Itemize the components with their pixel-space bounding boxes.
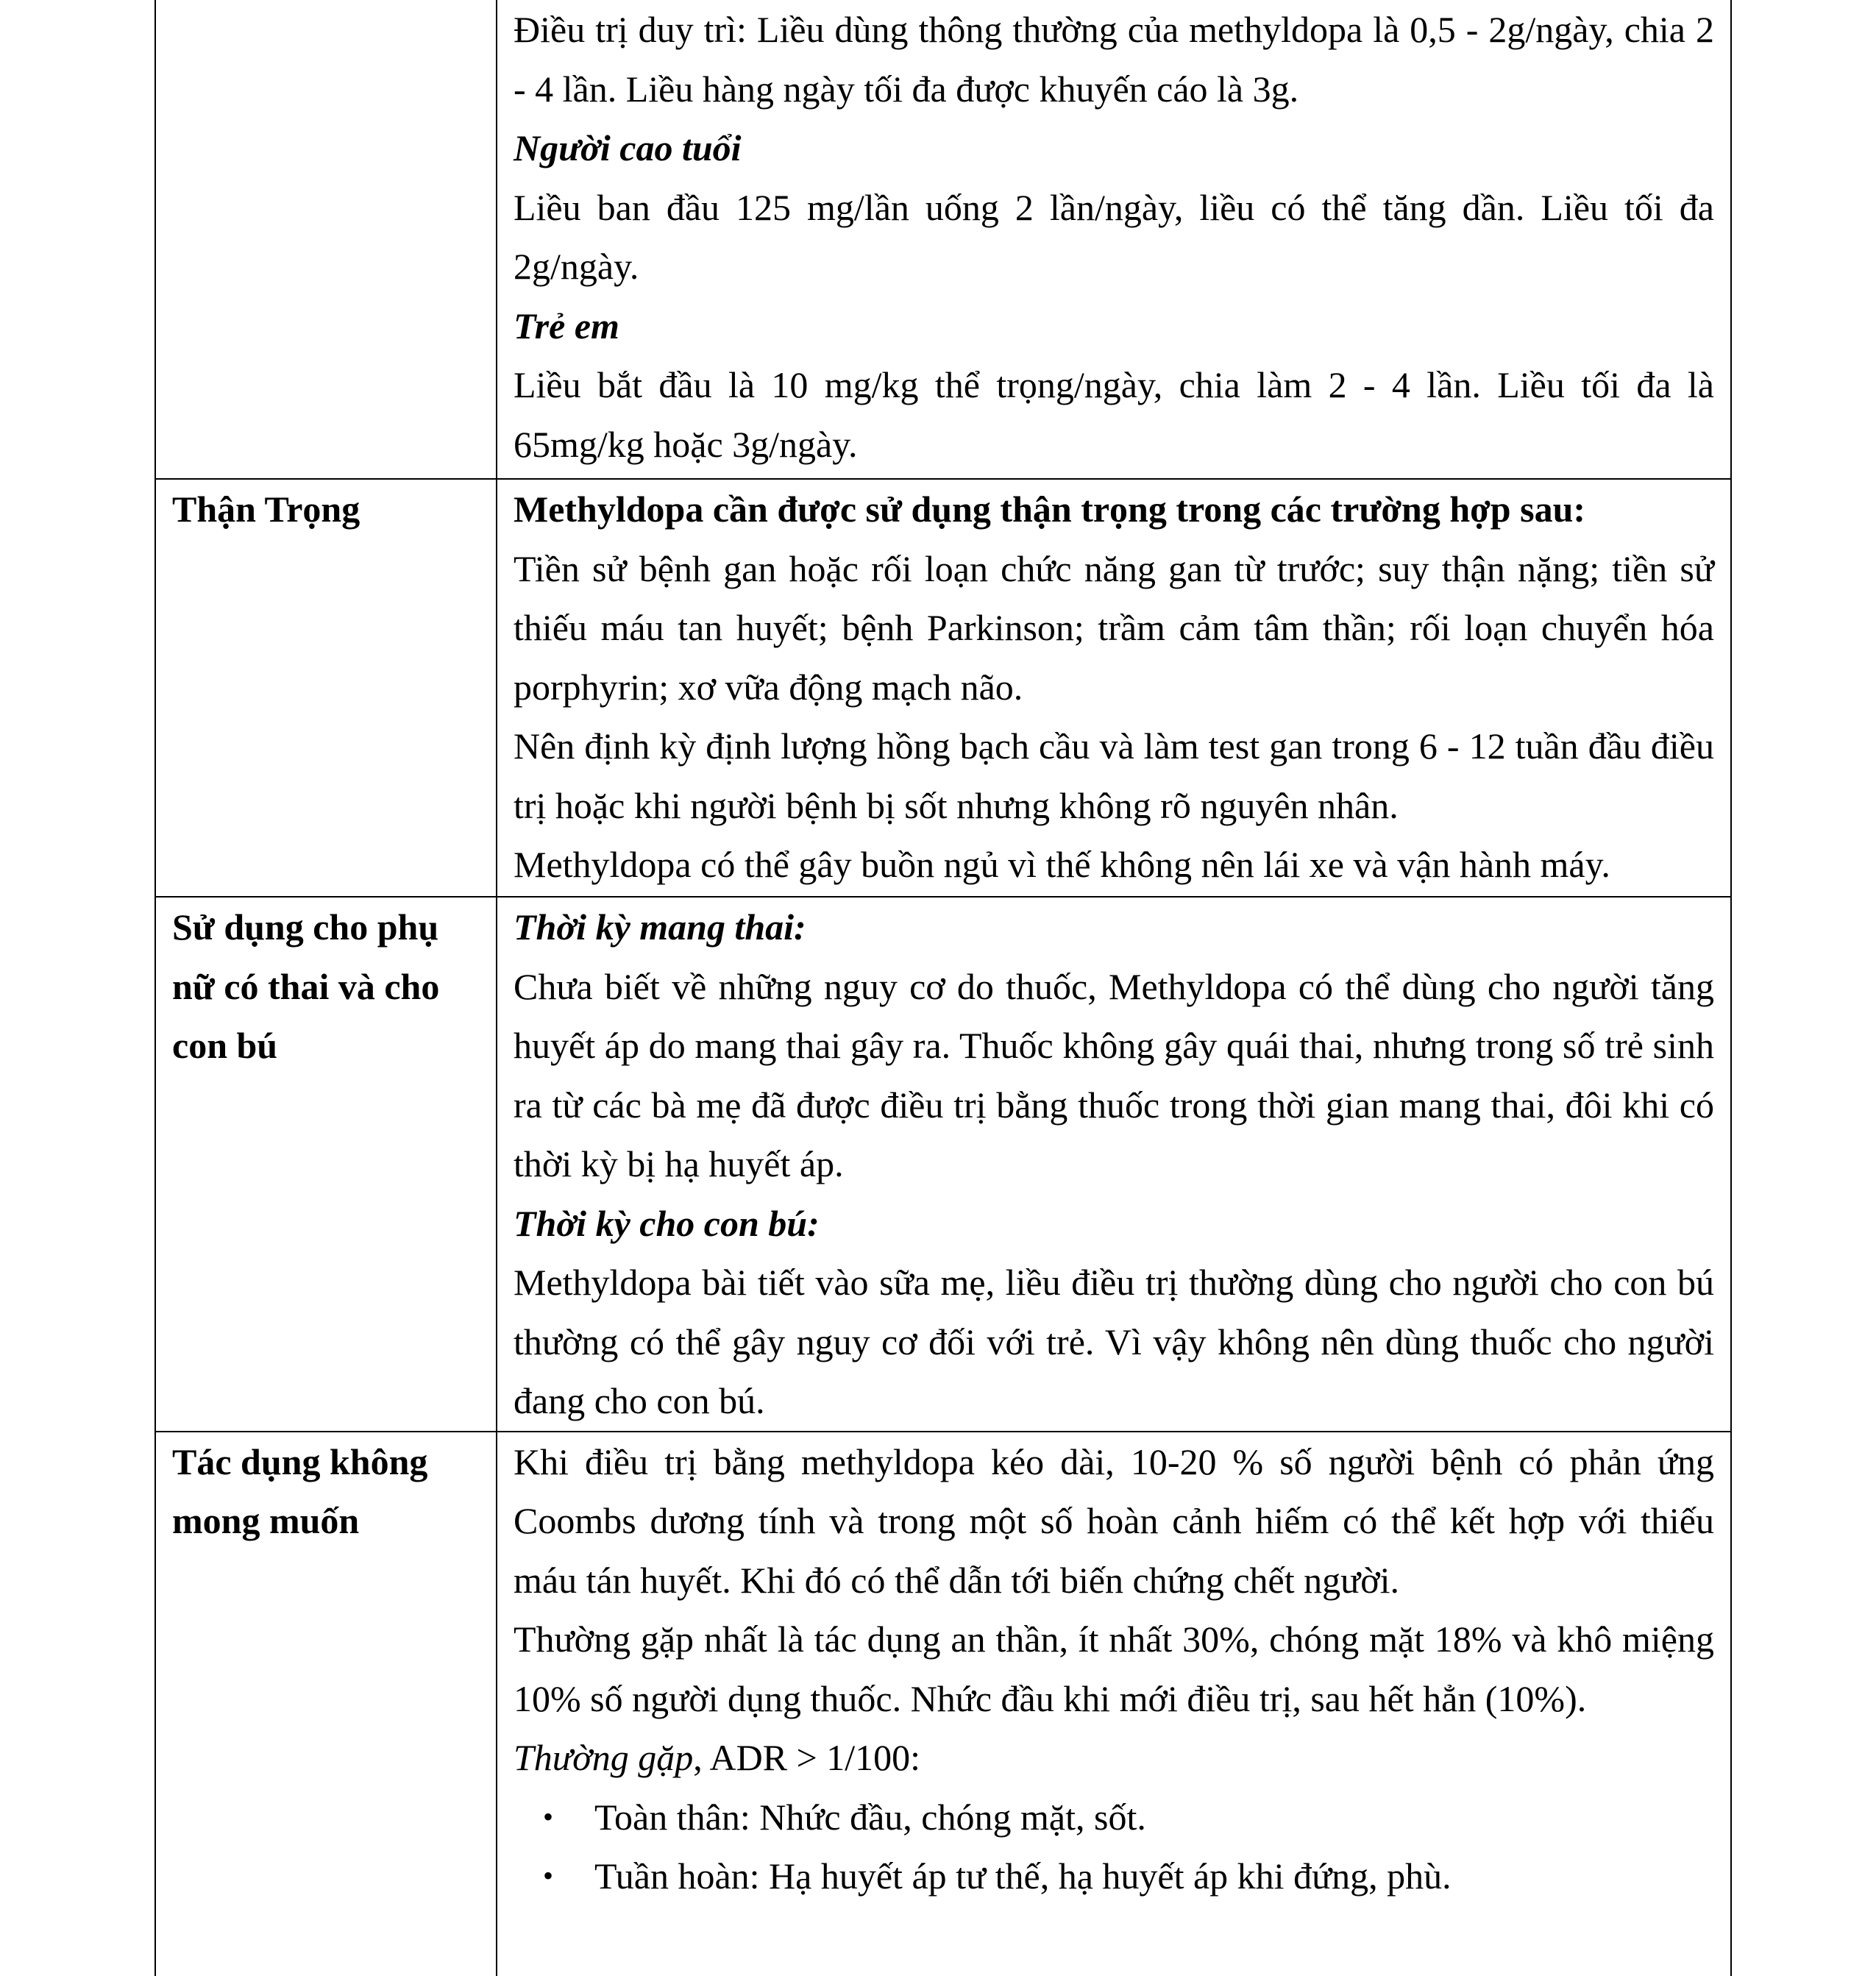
caution-heading: Methyldopa cần được sử dụng thận trọng trong các trường hợp sau: — [514, 488, 1586, 530]
bullet-icon: • — [543, 1799, 554, 1833]
table-row — [155, 1432, 1731, 1976]
list-item — [514, 1847, 1714, 1906]
row-label-cell — [155, 1432, 497, 1976]
caution-monitoring-paragraph: Nên định kỳ định lượng hồng bạch cầu và làm test gan trong 6 - 12 tuần đầu điều trị hoặc khi người bệnh bị sốt nhưng không rõ nguyên nhân. — [514, 725, 1714, 826]
bullet-icon: • — [543, 1859, 554, 1892]
row-label-cell — [155, 0, 497, 479]
row-label: Thận Trọng — [172, 488, 360, 530]
maintenance-dose-paragraph: Điều trị duy trì: Liều dùng thông thường của methyldopa là 0,5 - 2g/ngày, chia 2 - 4 lần. Liều hàng ngày tối đa được khuyến cáo là 3g. — [514, 9, 1714, 110]
table-row — [155, 0, 1731, 479]
adverse-coombs-paragraph: Khi điều trị bằng methyldopa kéo dài, 10-20 % số người bệnh có phản ứng Coombs dương tính và trong một số hoàn cảnh hiếm có thể kết hợp với thiếu máu tán huyết. Khi đó có thể dẫn tới biến chứng chết người. — [514, 1440, 1714, 1601]
caution-drowsiness-paragraph: Methyldopa có thể gây buồn ngủ vì thế không nên lái xe và vận hành máy. — [514, 844, 1610, 885]
list-item-text: Toàn thân: Nhức đầu, chóng mặt, sốt. — [594, 1796, 1146, 1838]
frequency-text: , ADR > 1/100: — [693, 1737, 921, 1778]
row-content-cell — [497, 0, 1731, 479]
caution-history-paragraph: Tiền sử bệnh gan hoặc rối loạn chức năng gan từ trước; suy thận nặng; tiền sử thiếu máu tan huyết; bệnh Parkinson; trầm cảm tâm thần; rối loạn chuyển hóa porphyrin; xơ vữa động mạch não. — [514, 547, 1714, 708]
adverse-frequency-line — [514, 1728, 1714, 1788]
row-label-cell — [155, 897, 497, 1432]
list-item-text: Tuần hoàn: Hạ huyết áp tư thế, hạ huyết áp khi đứng, phù. — [594, 1855, 1452, 1897]
elderly-heading: Người cao tuổi — [514, 127, 742, 168]
lactation-heading: Thời kỳ cho con bú: — [514, 1202, 820, 1244]
row-label: Tác dụng không mong muốn — [172, 1440, 428, 1541]
frequency-label: Thường gặp — [514, 1737, 694, 1778]
row-content-cell — [497, 1432, 1731, 1976]
row-label: Sử dụng cho phụ nữ có thai và cho con bú — [172, 906, 440, 1066]
list-item — [514, 1788, 1714, 1847]
row-content-cell — [497, 479, 1731, 897]
children-dose-paragraph: Liều bắt đầu là 10 mg/kg thể trọng/ngày, chia làm 2 - 4 lần. Liều tối đa là 65mg/kg hoặc 3g/ngày. — [514, 364, 1714, 465]
row-content-cell — [497, 897, 1731, 1432]
adverse-bullet-list — [514, 1788, 1714, 1906]
table-row — [155, 479, 1731, 897]
children-heading: Trẻ em — [514, 305, 619, 346]
table-row — [155, 897, 1731, 1432]
row-label-cell — [155, 479, 497, 897]
adverse-common-paragraph: Thường gặp nhất là tác dụng an thần, ít nhất 30%, chóng mặt 18% và khô miệng 10% số người dụng thuốc. Nhức đầu khi mới điều trị, sau hết hẳn (10%). — [514, 1618, 1714, 1719]
drug-info-table — [154, 0, 1732, 1976]
pregnancy-paragraph: Chưa biết về những nguy cơ do thuốc, Methyldopa có thể dùng cho người tăng huyết áp do mang thai gây ra. Thuốc không gây quái thai, nhưng trong số trẻ sinh ra từ các bà mẹ đã được điều trị bằng thuốc trong thời gian mang thai, đôi khi có thời kỳ bị hạ huyết áp. — [514, 965, 1714, 1184]
lactation-paragraph: Methyldopa bài tiết vào sữa mẹ, liều điều trị thường dùng cho người cho con bú thường có thể gây nguy cơ đối với trẻ. Vì vậy không nên dùng thuốc cho người đang cho con bú. — [514, 1262, 1714, 1421]
pregnancy-heading: Thời kỳ mang thai: — [514, 906, 806, 948]
elderly-dose-paragraph: Liều ban đầu 125 mg/lần uống 2 lần/ngày, liều có thể tăng dần. Liều tối đa 2g/ngày. — [514, 186, 1714, 287]
